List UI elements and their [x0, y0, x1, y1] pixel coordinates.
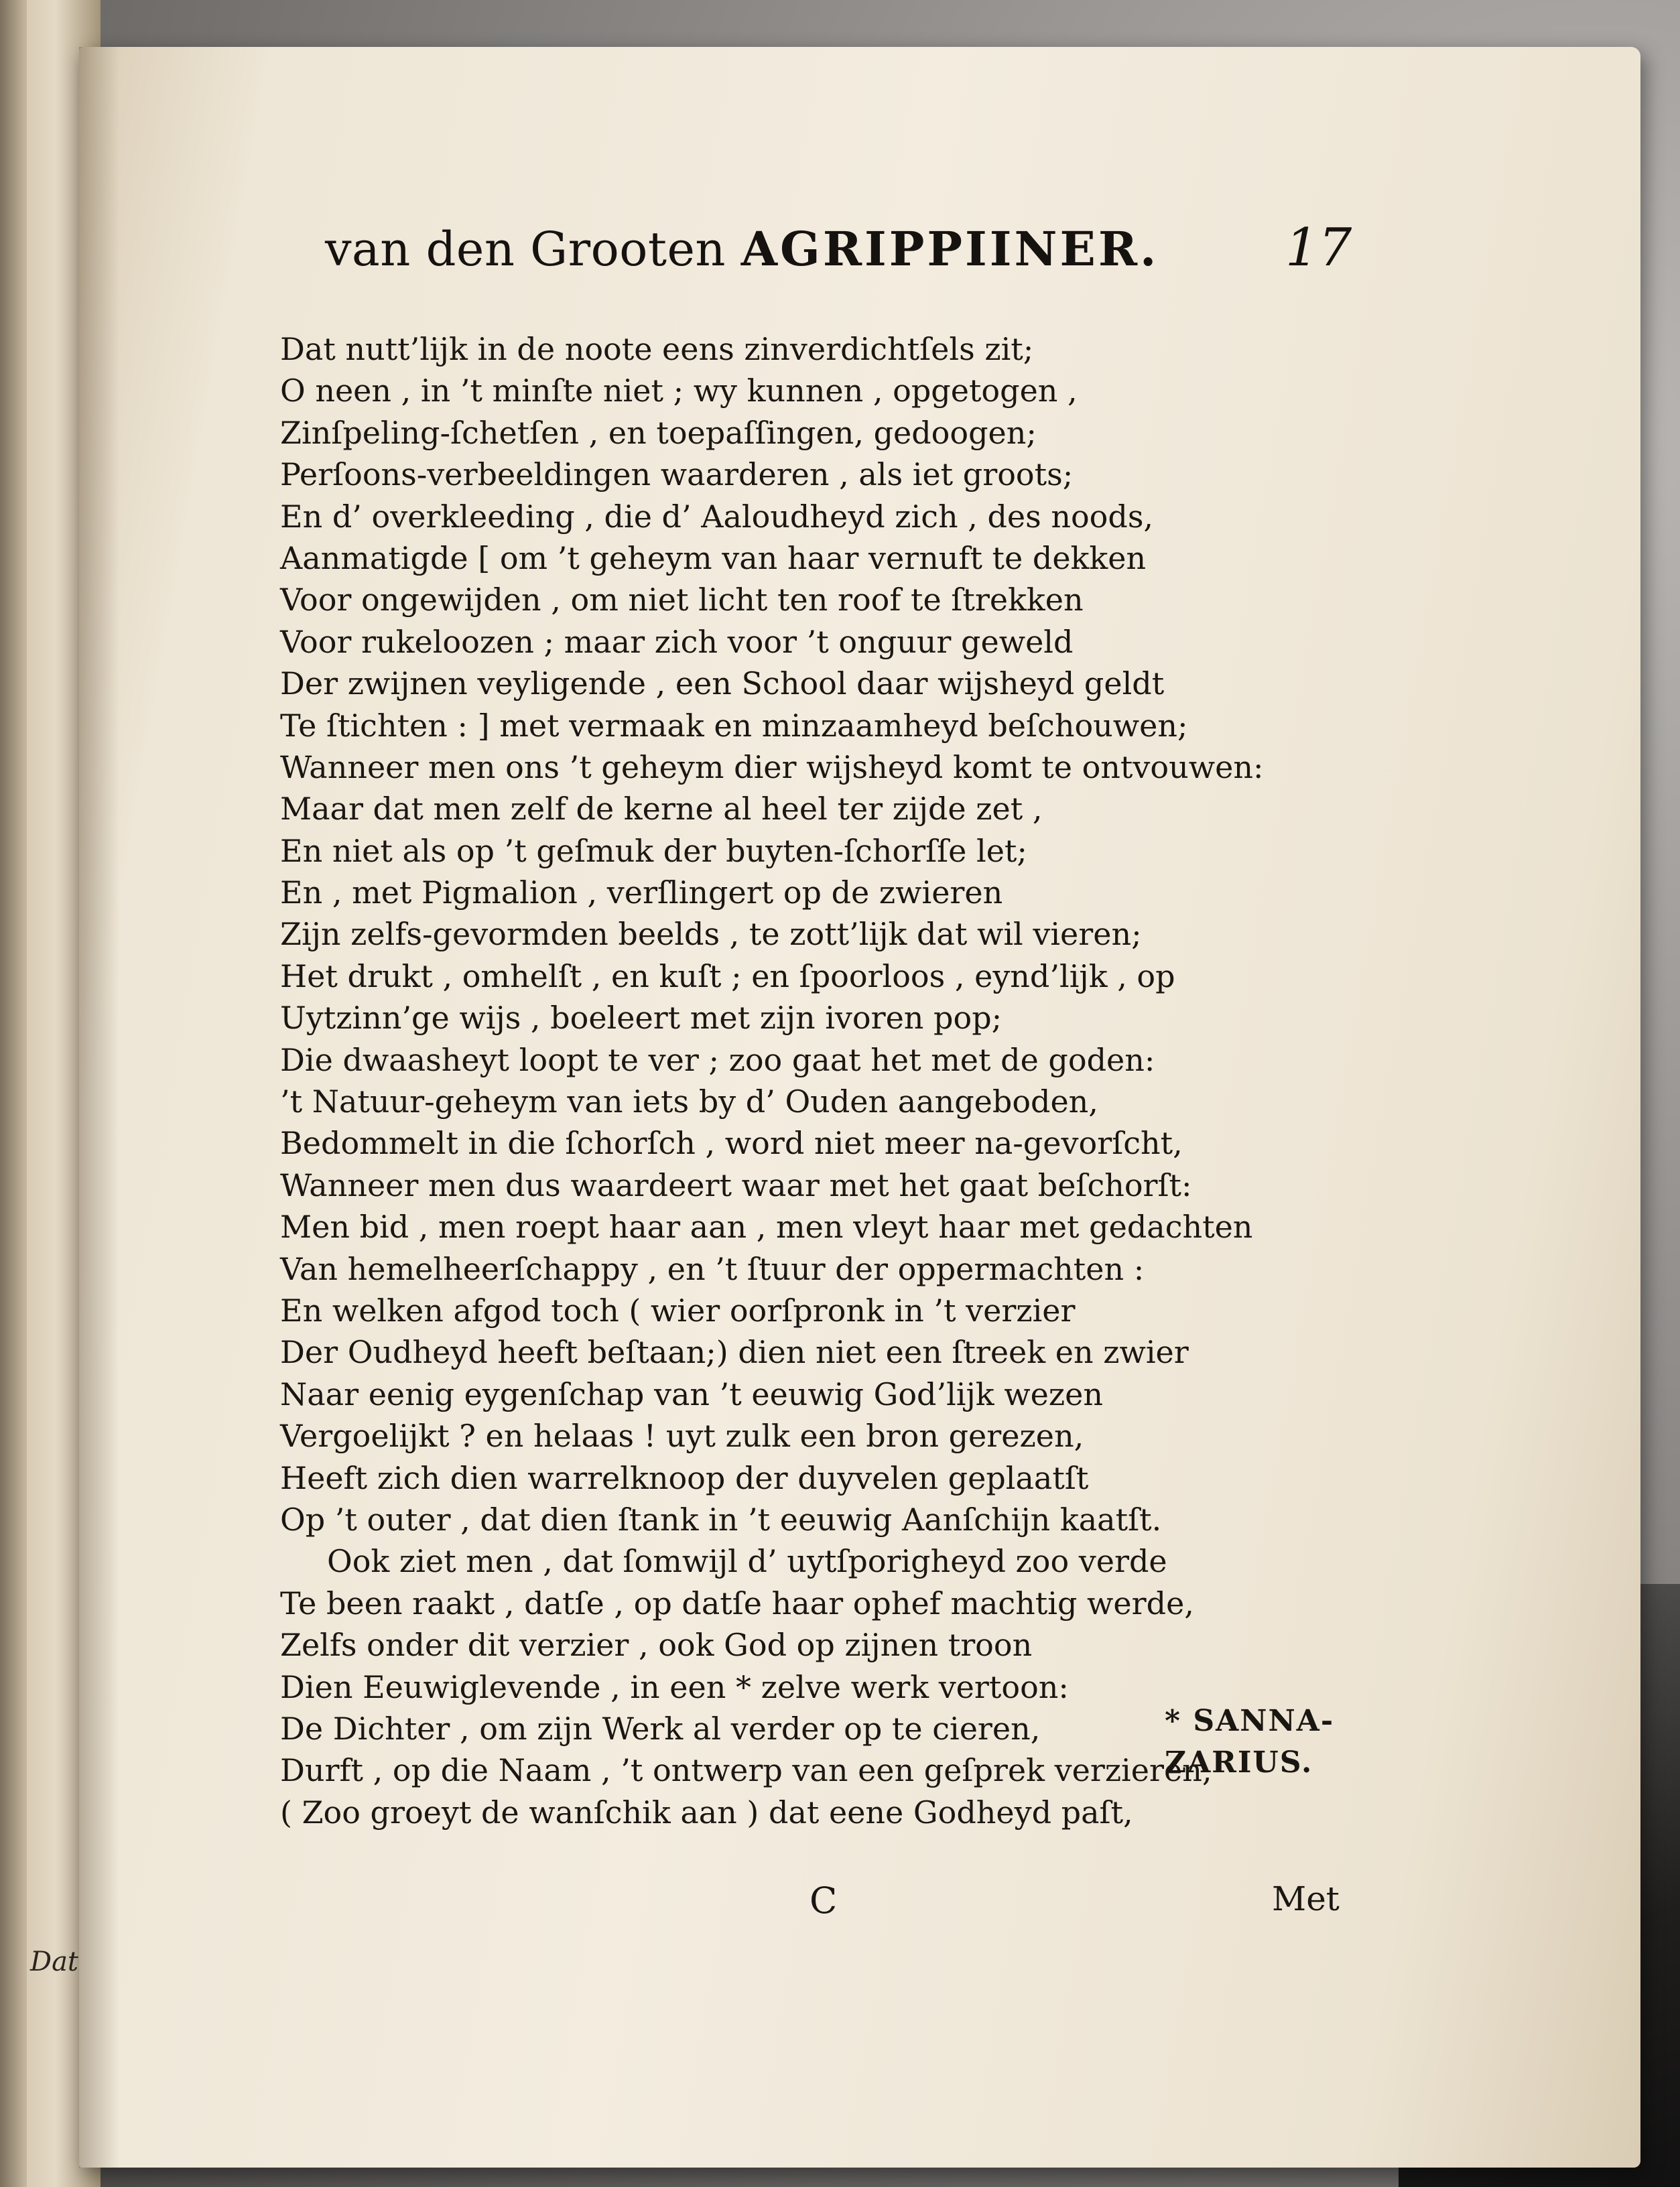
poem-line: Men bid , men roept haar aan , men vleyt haar met gedachten [280, 1209, 1253, 1246]
poem-line: Bedommelt in die ſchorſch , word niet meer na-gevorſcht, [280, 1125, 1183, 1162]
poem-line: Wanneer men ons ’t geheym dier wijsheyd komt te ontvouwen: [280, 748, 1264, 785]
poem-line: Vergoelijkt ? en helaas ! uyt zulk een bron gerezen, [280, 1418, 1084, 1455]
poem-line: En welken afgod toch ( wier oorſpronk in ’t verzier [280, 1292, 1076, 1329]
poem-line: Naar eenig eygenſchap van ’t eeuwig God’lijk wezen [280, 1376, 1103, 1412]
side-note-line-2: ZARIUS. [1165, 1745, 1313, 1780]
book-page [79, 47, 1640, 2168]
poem-line: Ook ziet men , dat ſomwijl d’ uytſporigheyd zoo verde [327, 1543, 1167, 1580]
poem-line: Heeft zich dien warrelknoop der duyvelen geplaatſt [280, 1459, 1089, 1496]
side-note-line-1: * SANNA- [1165, 1704, 1335, 1738]
poem-line: Wanneer men dus waardeert waar met het gaat beſchorſt: [280, 1167, 1192, 1203]
running-head [325, 221, 1159, 277]
poem-line: De Dichter , om zijn Werk al verder op te cieren, [280, 1710, 1041, 1747]
poem-line: Het drukt , omhelſt , en kuſt ; en ſpoorloos , eynd’lijk , op [280, 957, 1175, 994]
signature-mark: C [810, 1879, 838, 1922]
poem-line: Durft , op die Naam , ’t ontwerp van een geſprek verzieren, [280, 1752, 1212, 1789]
poem-line: Te been raakt , datſe , op datſe haar ophef machtig werde, [280, 1585, 1194, 1621]
poem-line: Der zwijnen veyligende , een School daar wijsheyd geldt [280, 665, 1165, 702]
poem-line: Uytzinn’ge wijs , boeleert met zijn ivoren pop; [280, 1000, 1003, 1037]
poem-line: Maar dat men zelf de kerne al heel ter zijde zet , [280, 791, 1043, 827]
poem-line: En d’ overkleeding , die d’ Aaloudheyd zich , des noods, [280, 498, 1154, 535]
left-page-edge [0, 0, 27, 2187]
poem-line: O neen , in ’t minſte niet ; wy kunnen , opgetogen , [280, 373, 1078, 409]
poem-line: Dien Eeuwiglevende , in een * zelve werk vertoon: [280, 1668, 1069, 1705]
gutter-shadow [79, 47, 119, 2168]
poem-line: Van hemelheerſchappy , en ’t ſtuur der oppermachten : [280, 1250, 1145, 1287]
poem-line: En niet als op ’t geſmuk der buyten-ſchorſſe let; [280, 832, 1027, 869]
page-number: 17 [1285, 218, 1352, 278]
poem-line: Zelfs onder dit verzier , ook God op zijnen troon [280, 1627, 1033, 1664]
running-head-prefix: van den Grooten [325, 222, 741, 277]
poem-line: Voor rukeloozen ; maar zich voor ’t onguur geweld [280, 623, 1074, 660]
poem-line: Die dwaasheyt loopt te ver ; zoo gaat het met de goden: [280, 1041, 1155, 1078]
poem-line: Der Oudheyd heeft beſtaan;) dien niet een ſtreek en zwier [280, 1334, 1189, 1371]
poem-line: Voor ongewijden , om niet licht ten roof te ſtrekken [280, 582, 1084, 618]
poem-text [280, 328, 1486, 1833]
poem-line: Perſoons-verbeeldingen waarderen , als iet groots; [280, 456, 1074, 493]
poem-line: En , met Pigmalion , verſlingert op de zwieren [280, 874, 1003, 911]
poem-line: Aanmatigde [ om ’t geheym van haar vernuft te dekken [280, 539, 1147, 576]
left-page-catchword: Dat [30, 1946, 78, 1977]
poem-line: Te ſtichten : ] met vermaak en minzaamheyd beſchouwen; [280, 707, 1188, 744]
poem-line: ’t Natuur-geheym van iets by d’ Ouden aangeboden, [280, 1083, 1098, 1120]
poem-line: Zinſpeling-ſchetſen , en toepaſſingen, gedoogen; [280, 414, 1037, 451]
poem-line: Op ’t outer , dat dien ſtank in ’t eeuwig Aanſchijn kaatſt. [280, 1501, 1162, 1538]
catchword: Met [1272, 1879, 1340, 1918]
running-head-name: AGRIPPIINER. [740, 221, 1159, 277]
poem-line: Zijn zelfs-gevormden beelds , te zott’lijk dat wil vieren; [280, 916, 1142, 953]
poem-line: ( Zoo groeyt de wanſchik aan ) dat eene Godheyd paſt, [280, 1794, 1133, 1831]
poem-line: Dat nutt’lijk in de noote eens zinverdichtſels zit; [280, 331, 1034, 367]
